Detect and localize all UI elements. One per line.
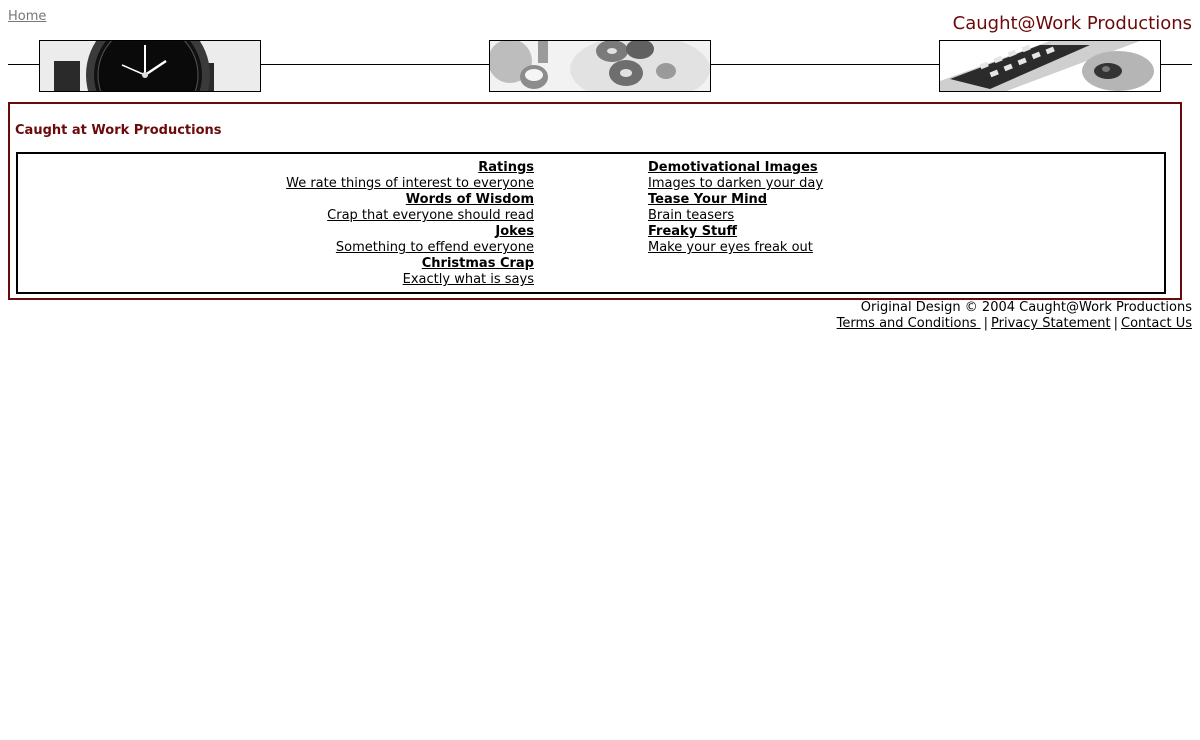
footer-links [837,316,1192,332]
footer-separator: | [983,316,988,331]
freaky-stuff-link[interactable]: Freaky Stuff [648,224,738,239]
main-content-box [8,102,1182,300]
privacy-statement-link[interactable]: Privacy Statement [991,316,1111,331]
footer [837,300,1192,332]
christmas-crap-description-link[interactable]: Exactly what is says [402,272,534,287]
demotivational-images-description-link[interactable]: Images to darken your day [648,176,824,191]
clock-image [39,40,261,92]
terms-and-conditions-link[interactable]: Terms and Conditions [836,316,981,331]
category-column-right [648,160,823,256]
ratings-link[interactable]: Ratings [478,160,534,175]
words-of-wisdom-link[interactable]: Words of Wisdom [405,192,534,207]
jokes-link[interactable]: Jokes [495,224,534,239]
category-menu [16,152,1166,294]
keyboard-mouse-image [939,40,1161,92]
freaky-stuff-description-link[interactable]: Make your eyes freak out [648,240,813,255]
tease-your-mind-description-link[interactable]: Brain teasers [648,208,735,223]
words-of-wisdom-description-link[interactable]: Crap that everyone should read [327,208,534,223]
copyright-text: Original Design © 2004 Caught@Work Productions [860,300,1192,315]
footer-separator: | [1113,316,1118,331]
category-column-left [286,160,534,288]
tease-your-mind-link[interactable]: Tease Your Mind [648,192,768,207]
main-heading: Caught at Work Productions [15,123,222,138]
food-image [489,40,711,92]
contact-us-link[interactable]: Contact Us [1121,316,1192,331]
demotivational-images-link[interactable]: Demotivational Images [648,160,818,175]
christmas-crap-link[interactable]: Christmas Crap [421,256,534,271]
home-link[interactable]: Home [8,9,47,24]
ratings-description-link[interactable]: We rate things of interest to everyone [286,176,534,191]
jokes-description-link[interactable]: Something to effend everyone [335,240,534,255]
site-title: Caught@Work Productions [952,13,1192,34]
